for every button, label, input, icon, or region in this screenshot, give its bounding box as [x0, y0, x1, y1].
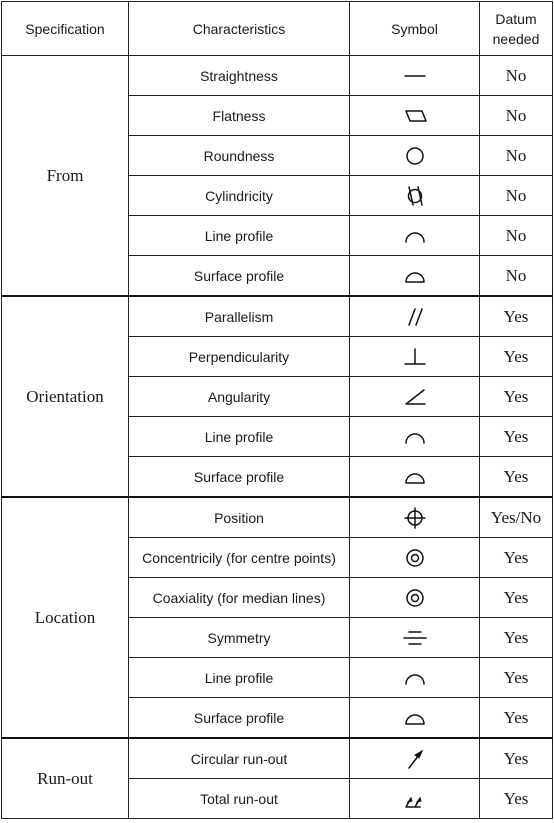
- symmetry-icon: [403, 627, 427, 649]
- symbol-cell: [350, 337, 480, 377]
- parallelism-icon: [403, 306, 427, 328]
- datum-needed-cell: No: [480, 176, 553, 216]
- cylindricity-icon: [403, 185, 427, 207]
- characteristic-cell: Angularity: [129, 377, 350, 417]
- datum-needed-cell: Yes: [480, 658, 553, 698]
- line-profile-icon: [403, 667, 427, 689]
- datum-needed-cell: Yes: [480, 457, 553, 498]
- characteristic-cell: Parallelism: [129, 296, 350, 337]
- datum-needed-cell: Yes: [480, 337, 553, 377]
- surface-profile-icon: [403, 265, 427, 287]
- table-row: [2, 296, 553, 337]
- datum-needed-cell: Yes/No: [480, 497, 553, 538]
- line-profile-icon: [403, 225, 427, 247]
- characteristic-cell: Circular run-out: [129, 738, 350, 779]
- symbol-cell: [350, 738, 480, 779]
- datum-needed-cell: No: [480, 136, 553, 176]
- straightness-icon: [403, 65, 427, 87]
- symbol-cell: [350, 497, 480, 538]
- characteristic-cell: Perpendicularity: [129, 337, 350, 377]
- datum-needed-cell: No: [480, 216, 553, 256]
- characteristic-cell: Cylindricity: [129, 176, 350, 216]
- coaxiality-icon: [403, 587, 427, 609]
- symbol-cell: [350, 96, 480, 136]
- header-symbol: Symbol: [350, 2, 480, 56]
- datum-needed-cell: No: [480, 256, 553, 297]
- symbol-cell: [350, 457, 480, 498]
- characteristic-cell: Line profile: [129, 216, 350, 256]
- symbol-cell: [350, 377, 480, 417]
- characteristic-cell: Flatness: [129, 96, 350, 136]
- symbol-cell: [350, 538, 480, 578]
- symbol-cell: [350, 658, 480, 698]
- characteristic-cell: Total run-out: [129, 779, 350, 819]
- header-datum-line2: needed: [492, 30, 540, 47]
- group-label: Location: [2, 497, 129, 738]
- symbol-cell: [350, 216, 480, 256]
- characteristic-cell: Symmetry: [129, 618, 350, 658]
- total-runout-icon: [403, 788, 427, 810]
- characteristic-cell: Surface profile: [129, 256, 350, 297]
- gdt-symbols-table: [1, 1, 553, 819]
- datum-needed-cell: Yes: [480, 779, 553, 819]
- group-label: Run-out: [2, 738, 129, 819]
- characteristic-cell: Line profile: [129, 658, 350, 698]
- group-label: Orientation: [2, 296, 129, 497]
- line-profile-icon: [403, 426, 427, 448]
- circular-runout-icon: [403, 748, 427, 770]
- header-row: [2, 2, 553, 56]
- table-row: [2, 738, 553, 779]
- characteristic-cell: Surface profile: [129, 457, 350, 498]
- header-characteristics: Characteristics: [129, 2, 350, 56]
- table-row: [2, 56, 553, 96]
- datum-needed-cell: Yes: [480, 538, 553, 578]
- datum-needed-cell: Yes: [480, 417, 553, 457]
- angularity-icon: [403, 386, 427, 408]
- symbol-cell: [350, 578, 480, 618]
- header-specification: Specification: [2, 2, 129, 56]
- symbol-cell: [350, 698, 480, 739]
- datum-needed-cell: Yes: [480, 296, 553, 337]
- header-datum-needed: [480, 2, 553, 56]
- characteristic-cell: Straightness: [129, 56, 350, 96]
- characteristic-cell: Position: [129, 497, 350, 538]
- flatness-icon: [403, 105, 427, 127]
- symbol-cell: [350, 56, 480, 96]
- symbol-cell: [350, 779, 480, 819]
- table-body: [2, 56, 553, 819]
- table-row: [2, 497, 553, 538]
- surface-profile-icon: [403, 707, 427, 729]
- perpendicularity-icon: [403, 346, 427, 368]
- symbol-cell: [350, 136, 480, 176]
- roundness-icon: [403, 145, 427, 167]
- characteristic-cell: Concentricily (for centre points): [129, 538, 350, 578]
- characteristic-cell: Roundness: [129, 136, 350, 176]
- datum-needed-cell: No: [480, 96, 553, 136]
- datum-needed-cell: Yes: [480, 738, 553, 779]
- datum-needed-cell: Yes: [480, 698, 553, 739]
- header-datum-line1: Datum: [495, 10, 537, 27]
- datum-needed-cell: No: [480, 56, 553, 96]
- group-label: From: [2, 56, 129, 297]
- characteristic-cell: Surface profile: [129, 698, 350, 739]
- surface-profile-icon: [403, 466, 427, 488]
- symbol-cell: [350, 417, 480, 457]
- symbol-cell: [350, 256, 480, 297]
- datum-needed-cell: Yes: [480, 377, 553, 417]
- datum-needed-cell: Yes: [480, 618, 553, 658]
- symbol-cell: [350, 618, 480, 658]
- datum-needed-cell: Yes: [480, 578, 553, 618]
- position-icon: [403, 507, 427, 529]
- symbol-cell: [350, 296, 480, 337]
- characteristic-cell: Line profile: [129, 417, 350, 457]
- concentricity-icon: [403, 547, 427, 569]
- symbol-cell: [350, 176, 480, 216]
- characteristic-cell: Coaxiality (for median lines): [129, 578, 350, 618]
